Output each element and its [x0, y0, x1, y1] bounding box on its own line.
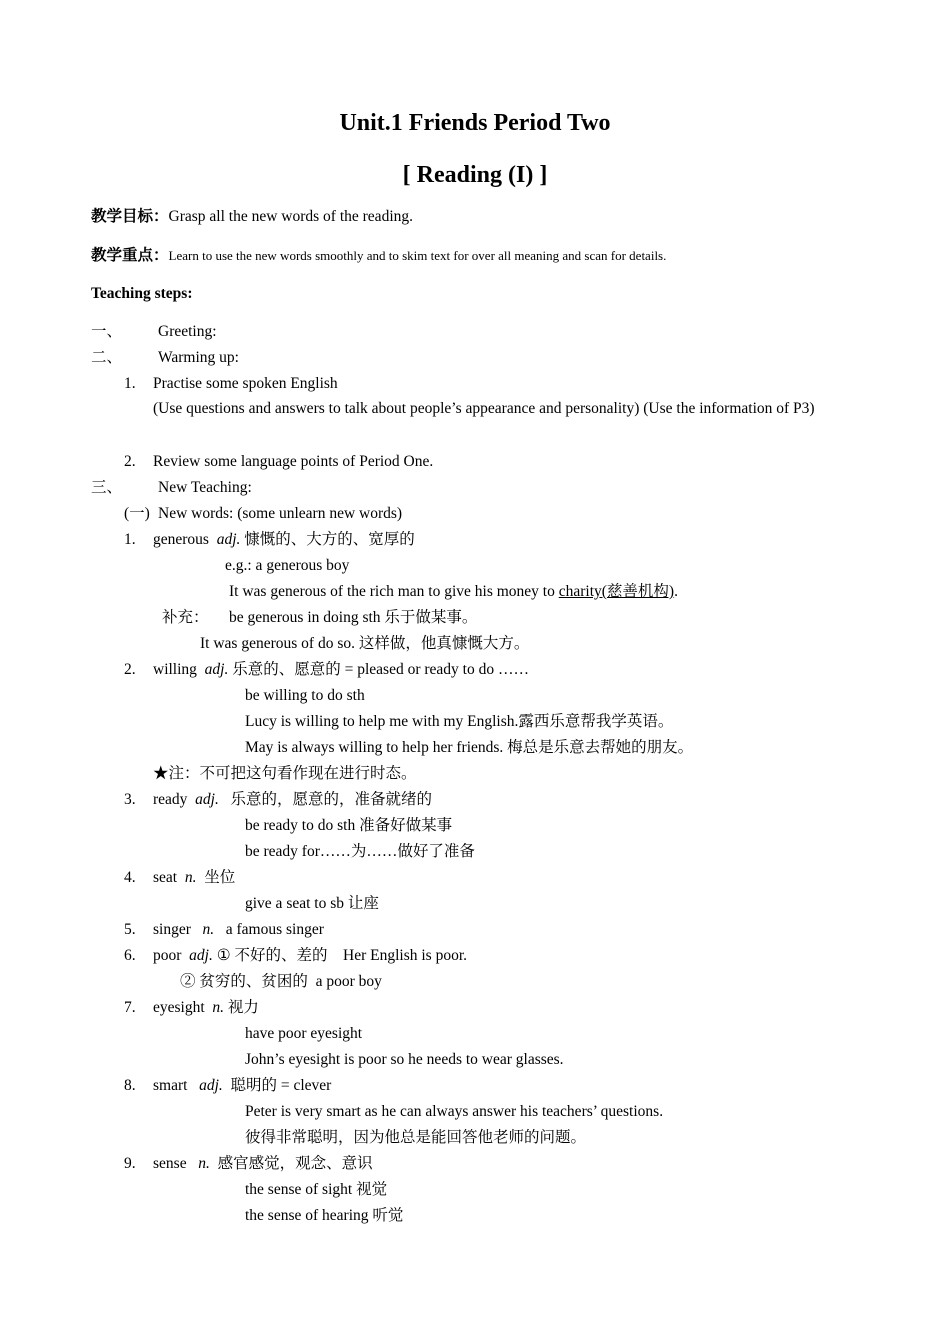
vocab-2-number: 2. [124, 661, 136, 678]
step-2-number: 二、 [91, 349, 123, 366]
vocab-meaning: 慷慨的、大方的、宽厚的 [244, 531, 415, 548]
vocab-2-entry [153, 660, 529, 680]
vocab-3-entry [153, 790, 432, 810]
step-1-text: Greeting: [158, 323, 217, 340]
vocab-2-example-2: Lucy is willing to help me with my English.露西乐意帮我学英语。 [245, 713, 674, 730]
vocab-pos: adj. [204, 661, 229, 678]
vocab-5-number: 5. [124, 921, 136, 938]
vocab-7-entry [153, 998, 259, 1018]
charity-term: charity(慈善机构) [558, 583, 675, 600]
vocab-word: willing [153, 661, 197, 678]
step-1-number: 一、 [91, 323, 123, 340]
vocab-8-example-1: Peter is very smart as he can always answer his teachers’ questions. [245, 1103, 664, 1120]
vocab-word: ready [153, 791, 188, 808]
vocab-9-example-2: the sense of hearing 听觉 [245, 1207, 404, 1224]
vocab-example: Her English is poor. [343, 947, 468, 964]
vocab-8-example-2: 彼得非常聪明，因为他总是能回答他老师的问题。 [245, 1129, 587, 1146]
vocab-pos: n. [184, 869, 197, 886]
warmup-1-number: 1. [124, 375, 136, 392]
example-text: It was generous of the rich man to give his money to [229, 583, 559, 600]
vocab-4-number: 4. [124, 869, 136, 886]
vocab-word: smart [153, 1077, 188, 1094]
vocab-4-example-1: give a seat to sb 让座 [245, 895, 379, 912]
vocab-3-example-2: be ready for……为……做好了准备 [245, 843, 475, 860]
vocab-word: seat [153, 869, 178, 886]
vocab-2-note: ★注：不可把这句看作现在进行时态。 [153, 765, 417, 782]
warmup-1-note: (Use questions and answers to talk about people’s appearance and personality) (Use the information of P3) [153, 400, 815, 417]
vocab-1-supplement-1: be generous in doing sth 乐于做某事。 [229, 609, 478, 626]
vocab-word: generous [153, 531, 209, 548]
vocab-pos: n. [212, 999, 225, 1016]
vocab-1-entry [153, 530, 415, 550]
warmup-1-text: Practise some spoken English [153, 375, 338, 392]
vocab-3-example-1: be ready to do sth 准备好做某事 [245, 817, 453, 834]
example-end: . [674, 583, 678, 600]
new-words-heading: New words: (some unlearn new words) [158, 505, 403, 522]
vocab-meaning: ① 不好的、差的 [216, 947, 328, 964]
objective-text: Grasp all the new words of the reading. [168, 208, 413, 225]
vocab-1-number: 1. [124, 531, 136, 548]
vocab-7-example-2: John’s eyesight is poor so he needs to wear glasses. [245, 1051, 564, 1068]
vocab-meaning: 乐意的、愿意的 = pleased or ready to do …… [232, 661, 529, 678]
objective-line [91, 207, 413, 227]
step-3-text: New Teaching: [158, 479, 252, 496]
vocab-9-entry [153, 1154, 373, 1174]
page-title: Unit.1 Friends Period Two [339, 110, 611, 136]
objective-label: 教学目标： [91, 208, 169, 225]
vocab-pos: n. [198, 1155, 210, 1172]
step-2-text: Warming up: [158, 349, 239, 366]
warmup-2-number: 2. [124, 453, 136, 470]
vocab-6-number: 6. [124, 947, 136, 964]
vocab-7-example-1: have poor eyesight [245, 1025, 363, 1042]
page-subtitle: [ Reading (I) ] [402, 162, 548, 188]
steps-heading: Teaching steps: [91, 285, 193, 302]
vocab-pos: n. [202, 921, 215, 938]
vocab-2-example-1: be willing to do sth [245, 687, 365, 704]
vocab-5-entry [153, 920, 324, 940]
vocab-9-number: 9. [124, 1155, 136, 1172]
vocab-pos: adj. [189, 947, 213, 964]
vocab-word: poor [153, 947, 182, 964]
vocab-9-example-1: the sense of sight 视觉 [245, 1181, 388, 1198]
keypoint-text: Learn to use the new words smoothly and to skim text for over all meaning and scan for details. [168, 248, 667, 263]
vocab-meaning: 聪明的 = clever [230, 1077, 332, 1094]
vocab-word: eyesight [153, 999, 205, 1016]
vocab-7-number: 7. [124, 999, 136, 1016]
vocab-meaning: a famous singer [225, 921, 324, 938]
vocab-1-supplement-label: 补充： [162, 609, 209, 626]
vocab-8-number: 8. [124, 1077, 136, 1094]
vocab-1-example-2 [229, 582, 678, 602]
vocab-pos: adj. [216, 531, 241, 548]
keypoint-line [91, 246, 666, 266]
vocab-meaning: 坐位 [204, 869, 236, 886]
vocab-example: a poor boy [315, 973, 382, 990]
vocab-1-example-1: e.g.: a generous boy [225, 557, 350, 574]
vocab-6-sense-2 [180, 972, 382, 992]
vocab-pos: adj. [199, 1077, 223, 1094]
new-words-number: (一) [124, 505, 150, 522]
vocab-2-example-3: May is always willing to help her friends. 梅总是乐意去帮她的朋友。 [245, 739, 694, 756]
vocab-3-number: 3. [124, 791, 136, 808]
vocab-meaning: ② 贫穷的、贫困的 [180, 973, 308, 990]
vocab-word: singer [153, 921, 191, 938]
vocab-1-supplement-2: It was generous of do so. 这样做，他真慷慨大方。 [200, 635, 530, 652]
warmup-2-text: Review some language points of Period One. [153, 453, 434, 470]
vocab-pos: adj. [195, 791, 219, 808]
vocab-meaning: 感官感觉，观念、意识 [217, 1155, 373, 1172]
vocab-6-entry [153, 946, 467, 966]
vocab-8-entry [153, 1076, 331, 1096]
vocab-4-entry [153, 868, 235, 888]
keypoint-label: 教学重点： [91, 247, 169, 264]
step-3-number: 三、 [91, 479, 123, 496]
vocab-meaning: 视力 [227, 999, 259, 1016]
vocab-word: sense [153, 1155, 187, 1172]
vocab-meaning: 乐意的，愿意的，准备就绪的 [230, 791, 432, 808]
